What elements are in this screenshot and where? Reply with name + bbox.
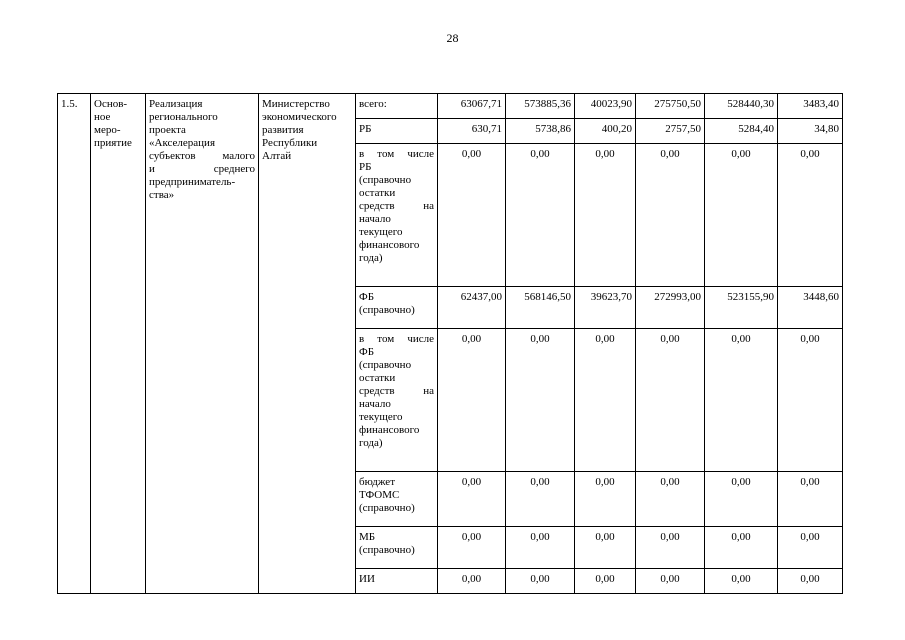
funding-source-cell	[356, 329, 438, 472]
cell-text-line: финансового	[359, 239, 420, 251]
funding-source-cell	[356, 569, 438, 594]
cell-text-line: развития	[262, 124, 304, 136]
cell-text-line: Реализация	[149, 98, 203, 110]
value-cell: 34,80	[778, 119, 843, 144]
value-cell: 275750,50	[636, 94, 705, 119]
cell-text-line: средств на	[359, 385, 434, 397]
value-cell: 3483,40	[778, 94, 843, 119]
cell-text-line: проекта	[149, 124, 186, 136]
cell-text-line: РБ	[359, 123, 372, 135]
cell-text-line: (справочно)	[359, 544, 415, 556]
cell-text-line: текущего	[359, 226, 403, 238]
value-cell: 0,00	[438, 144, 506, 287]
value-cell: 0,00	[778, 144, 843, 287]
cell-text-line: регионального	[149, 111, 218, 123]
cell-text-line: в том числе	[359, 333, 434, 345]
value-cell: 63067,71	[438, 94, 506, 119]
cell-text-line: ФБ	[359, 291, 375, 303]
cell-text-line: всего:	[359, 98, 387, 110]
value-cell: 5284,40	[705, 119, 778, 144]
value-cell: 573885,36	[506, 94, 575, 119]
value-cell: 0,00	[506, 329, 575, 472]
cell-text-line: РБ	[359, 161, 372, 173]
cell-text-line: приятие	[94, 137, 132, 149]
value-cell: 3448,60	[778, 287, 843, 329]
cell-text-line: ное	[94, 111, 111, 123]
cell-text-line: ФБ	[359, 346, 375, 358]
value-cell: 0,00	[705, 472, 778, 527]
funding-source-cell	[356, 144, 438, 287]
value-cell: 0,00	[438, 569, 506, 594]
value-cell: 0,00	[636, 569, 705, 594]
value-cell: 0,00	[778, 472, 843, 527]
cell-text-line: Алтай	[262, 150, 292, 162]
cell-text-line: бюджет	[359, 476, 395, 488]
cell-text-line: начало	[359, 213, 391, 225]
cell-text-line: субъектов малого	[149, 150, 255, 162]
table-row	[58, 94, 843, 119]
cell-text-line: (справочно	[359, 174, 412, 186]
cell-text-line: средств на	[359, 200, 434, 212]
cell-text-line: остатки	[359, 372, 396, 384]
value-cell: 0,00	[705, 144, 778, 287]
value-cell: 400,20	[575, 119, 636, 144]
cell-text-line: в том числе	[359, 148, 434, 160]
cell-text-line: МБ	[359, 531, 376, 543]
cell-text-line: (справочно)	[359, 502, 415, 514]
executor-cell	[259, 94, 356, 594]
project-name-cell	[146, 94, 259, 594]
cell-text-line: Министерство	[262, 98, 330, 110]
value-cell: 528440,30	[705, 94, 778, 119]
value-cell: 62437,00	[438, 287, 506, 329]
cell-text-line: ИИ	[359, 573, 375, 585]
value-cell: 630,71	[438, 119, 506, 144]
value-cell: 523155,90	[705, 287, 778, 329]
value-cell: 0,00	[575, 329, 636, 472]
cell-text-line: года)	[359, 252, 383, 264]
cell-text-line: начало	[359, 398, 391, 410]
page-number: 28	[446, 31, 459, 45]
value-cell: 0,00	[438, 527, 506, 569]
value-cell: 0,00	[438, 472, 506, 527]
value-cell: 0,00	[705, 569, 778, 594]
value-cell: 40023,90	[575, 94, 636, 119]
row-number-cell: 1.5.	[58, 94, 91, 594]
cell-text-line: Республики	[262, 137, 318, 149]
cell-text-line: меро-	[94, 124, 121, 136]
cell-text-line: экономического	[262, 111, 337, 123]
cell-text-line: и среднего	[149, 163, 255, 175]
funding-source-cell	[356, 119, 438, 144]
cell-text-line: (справочно)	[359, 304, 415, 316]
table-body	[58, 94, 843, 594]
funding-source-cell	[356, 287, 438, 329]
row-type-cell	[91, 94, 146, 594]
funding-source-cell	[356, 527, 438, 569]
value-cell: 0,00	[575, 144, 636, 287]
value-cell: 5738,86	[506, 119, 575, 144]
cell-text-line: ства»	[149, 189, 175, 201]
value-cell: 0,00	[506, 144, 575, 287]
value-cell: 0,00	[506, 527, 575, 569]
value-cell: 0,00	[778, 569, 843, 594]
value-cell: 272993,00	[636, 287, 705, 329]
cell-text-line: Основ-	[94, 98, 128, 110]
value-cell: 0,00	[575, 527, 636, 569]
cell-text-line: текущего	[359, 411, 403, 423]
value-cell: 0,00	[705, 329, 778, 472]
value-cell: 568146,50	[506, 287, 575, 329]
cell-text-line: года)	[359, 437, 383, 449]
value-cell: 0,00	[636, 144, 705, 287]
value-cell: 0,00	[636, 329, 705, 472]
cell-text-line: предприниматель-	[149, 176, 236, 188]
value-cell: 0,00	[636, 527, 705, 569]
value-cell: 0,00	[506, 472, 575, 527]
cell-text-line: финансового	[359, 424, 420, 436]
budget-table	[57, 93, 843, 594]
value-cell: 0,00	[575, 569, 636, 594]
value-cell: 0,00	[778, 329, 843, 472]
value-cell: 39623,70	[575, 287, 636, 329]
value-cell: 0,00	[506, 569, 575, 594]
cell-text-line: остатки	[359, 187, 396, 199]
cell-text-line: (справочно	[359, 359, 412, 371]
funding-source-cell	[356, 472, 438, 527]
value-cell: 0,00	[778, 527, 843, 569]
cell-text-line: «Акселерация	[149, 137, 215, 149]
value-cell: 0,00	[575, 472, 636, 527]
cell-text-line: ТФОМС	[359, 489, 400, 501]
value-cell: 0,00	[636, 472, 705, 527]
value-cell: 2757,50	[636, 119, 705, 144]
value-cell: 0,00	[438, 329, 506, 472]
value-cell: 0,00	[705, 527, 778, 569]
funding-source-cell	[356, 94, 438, 119]
